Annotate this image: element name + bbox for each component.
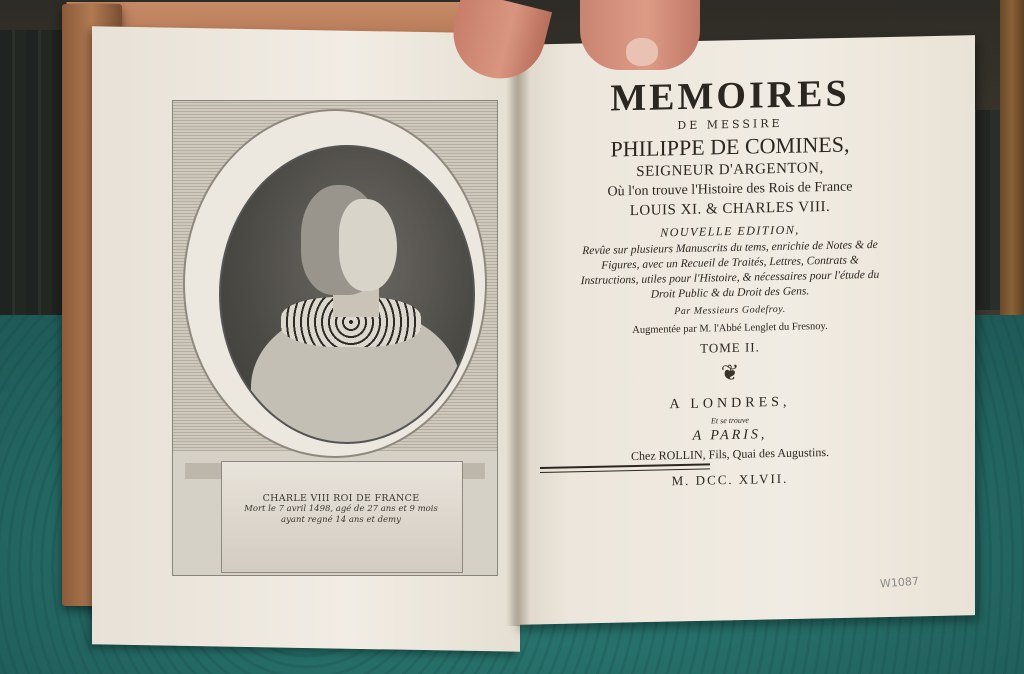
title-page-text	[540, 72, 920, 495]
caption-line-1: CHARLE VIII ROI DE FRANCE	[262, 493, 420, 504]
portrait-caption	[239, 493, 443, 555]
portrait-oval	[219, 145, 475, 444]
edition: NOUVELLE EDITION,	[660, 222, 800, 240]
pencil-inventory-note: W1087	[879, 574, 920, 591]
also-found: Et se trouve	[711, 415, 749, 426]
fleuron-ornament-icon: ❦	[720, 360, 740, 387]
portrait-engraving	[172, 100, 498, 576]
caption-line-2: Mort le 7 avril 1498, agé de 27 ans et 9 mois	[244, 504, 438, 514]
publisher: Chez ROLLIN, Fils, Quai des Augustins.	[631, 444, 829, 464]
author-title: SEIGNEUR D'ARGENTON,	[636, 160, 824, 180]
place-londres: A LONDRES,	[669, 394, 791, 413]
de-messire: DE MESSIRE	[677, 116, 783, 133]
caption-line-3: ayant regné 14 ans et demy	[281, 515, 401, 525]
thumbnail	[626, 38, 658, 66]
editors: Par Messieurs Godefroy.	[674, 303, 786, 318]
portrait-face	[339, 199, 397, 291]
augmented-by: Augmentée par M. l'Abbé Lenglet du Fresnoy.	[632, 320, 828, 337]
shelf-books-left	[0, 30, 70, 320]
oval-frame	[183, 109, 487, 458]
book-title: MEMOIRES	[610, 72, 850, 120]
description: Où l'on trouve l'Histoire des Rois de France	[607, 179, 853, 200]
book-gutter	[506, 36, 530, 626]
publication-date: M. DCC. XLVII.	[671, 470, 789, 489]
volume: TOME II.	[700, 339, 760, 356]
kings: LOUIS XI. & CHARLES VIII.	[629, 198, 831, 220]
place-paris: A PARIS,	[692, 427, 768, 444]
author-name: PHILIPPE DE COMINES,	[610, 131, 850, 162]
revision-note: Revûe sur plusieurs Manuscrits du tems, enrichie de Notes & de Figures, avec un Recueil de Traités, Lettres, Contrats & Instructions, utiles pour l'Histoire, & nécessaires pour l'étude du Droit Public & du Droit des Gens.	[580, 238, 880, 301]
